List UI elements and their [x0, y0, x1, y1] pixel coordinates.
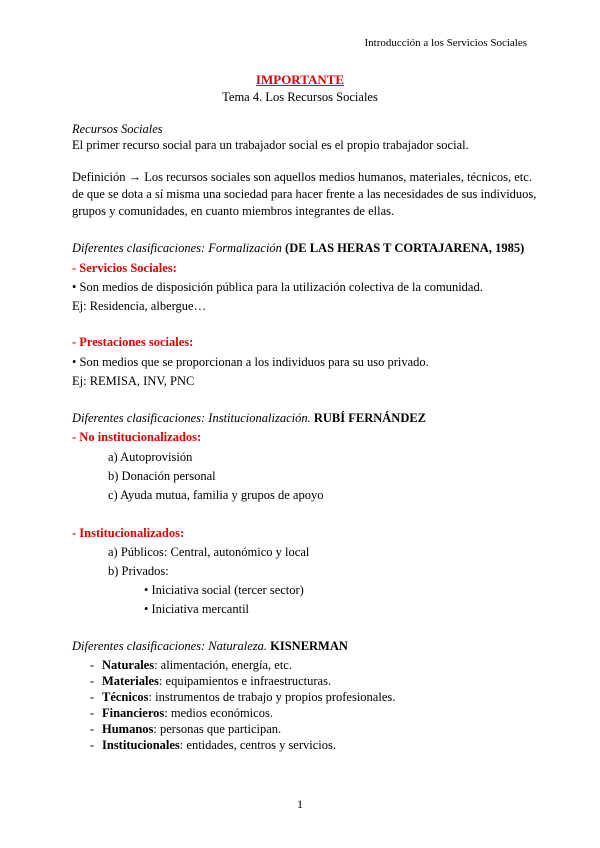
no-inst-item: a) Autoprovisión: [108, 450, 193, 464]
inst-label: - Institucionalizados:: [72, 526, 185, 540]
topic-subtitle: Tema 4. Los Recursos Sociales: [222, 90, 378, 104]
no-inst-label: - No institucionalizados:: [72, 430, 202, 444]
naturaleza-label: Diferentes clasificaciones: Naturaleza.: [72, 639, 267, 653]
naturaleza-desc: : personas que participan.: [153, 722, 282, 736]
formalizacion-label: Diferentes clasificaciones: Formalización: [72, 241, 282, 255]
definition-line-1: Definición → Los recursos sociales son aquellos medios humanos, materiales, técnicos, etc.: [72, 170, 532, 184]
naturaleza-item: - Institucionales: entidades, centros y servicios.: [90, 738, 337, 752]
inst-subitem: • Iniciativa mercantil: [144, 602, 250, 616]
naturaleza-term: Materiales: [102, 674, 159, 688]
naturaleza-term: Financieros: [102, 706, 165, 720]
running-header: Introducción a los Servicios Sociales: [364, 37, 527, 49]
formalizacion-heading: [72, 241, 524, 256]
institucionalizacion-heading: [72, 411, 426, 426]
prestaciones-example: Ej: REMISA, INV, PNC: [72, 374, 195, 388]
naturaleza-item: - Humanos: personas que participan.: [90, 722, 282, 736]
servicios-line: • Son medios de disposición pública para la utilización colectiva de la comunidad.: [72, 280, 483, 294]
naturaleza-desc: : entidades, centros y servicios.: [179, 738, 337, 752]
definition-line-3: grupos y comunidades, en cuanto miembros integrantes de ellas.: [72, 204, 395, 218]
recursos-line: El primer recurso social para un trabajador social es el propio trabajador social.: [72, 138, 469, 152]
definition-line-2: de que se dota a sí misma una sociedad para hacer frente a las necesidades de sus individuos,: [72, 187, 537, 201]
prestaciones-label: - Prestaciones sociales:: [72, 335, 194, 349]
naturaleza-term: Humanos: [102, 722, 154, 736]
naturaleza-item: - Financieros: medios económicos.: [90, 706, 273, 720]
naturaleza-item: - Materiales: equipamientos e infraestructuras.: [90, 674, 332, 688]
important-title: IMPORTANTE: [255, 72, 345, 87]
naturaleza-term: Técnicos: [102, 690, 149, 704]
naturaleza-item: - Naturales: alimentación, energía, etc.: [90, 658, 292, 672]
no-inst-item: b) Donación personal: [108, 469, 216, 483]
recursos-heading: Recursos Sociales: [72, 122, 163, 136]
page-number: 1: [297, 797, 303, 811]
naturaleza-desc: : medios económicos.: [164, 706, 273, 720]
naturaleza-term: Institucionales: [102, 738, 180, 752]
prestaciones-line: • Son medios que se proporcionan a los individuos para su uso privado.: [72, 355, 429, 369]
servicios-example: Ej: Residencia, albergue…: [72, 299, 207, 313]
formalizacion-author: (DE LAS HERAS T CORTAJARENA, 1985): [285, 241, 525, 255]
naturaleza-desc: : instrumentos de trabajo y propios profesionales.: [148, 690, 396, 704]
naturaleza-term: Naturales: [102, 658, 155, 672]
naturaleza-author: KISNERMAN: [270, 639, 348, 653]
inst-item-b: b) Privados:: [108, 564, 169, 578]
naturaleza-heading: [72, 639, 348, 654]
no-inst-item: c) Ayuda mutua, familia y grupos de apoyo: [108, 488, 324, 502]
inst-subitem: • Iniciativa social (tercer sector): [144, 583, 304, 597]
naturaleza-desc: : alimentación, energía, etc.: [154, 658, 292, 672]
naturaleza-desc: : equipamientos e infraestructuras.: [158, 674, 332, 688]
servicios-label: - Servicios Sociales:: [72, 261, 177, 275]
institucionalizacion-label: Diferentes clasificaciones: Institucionalización.: [72, 411, 311, 425]
inst-item-a: a) Públicos: Central, autonómico y local: [108, 545, 310, 559]
institucionalizacion-author: RUBÍ FERNÁNDEZ: [313, 411, 427, 425]
naturaleza-item: - Técnicos: instrumentos de trabajo y propios profesionales.: [90, 690, 396, 704]
